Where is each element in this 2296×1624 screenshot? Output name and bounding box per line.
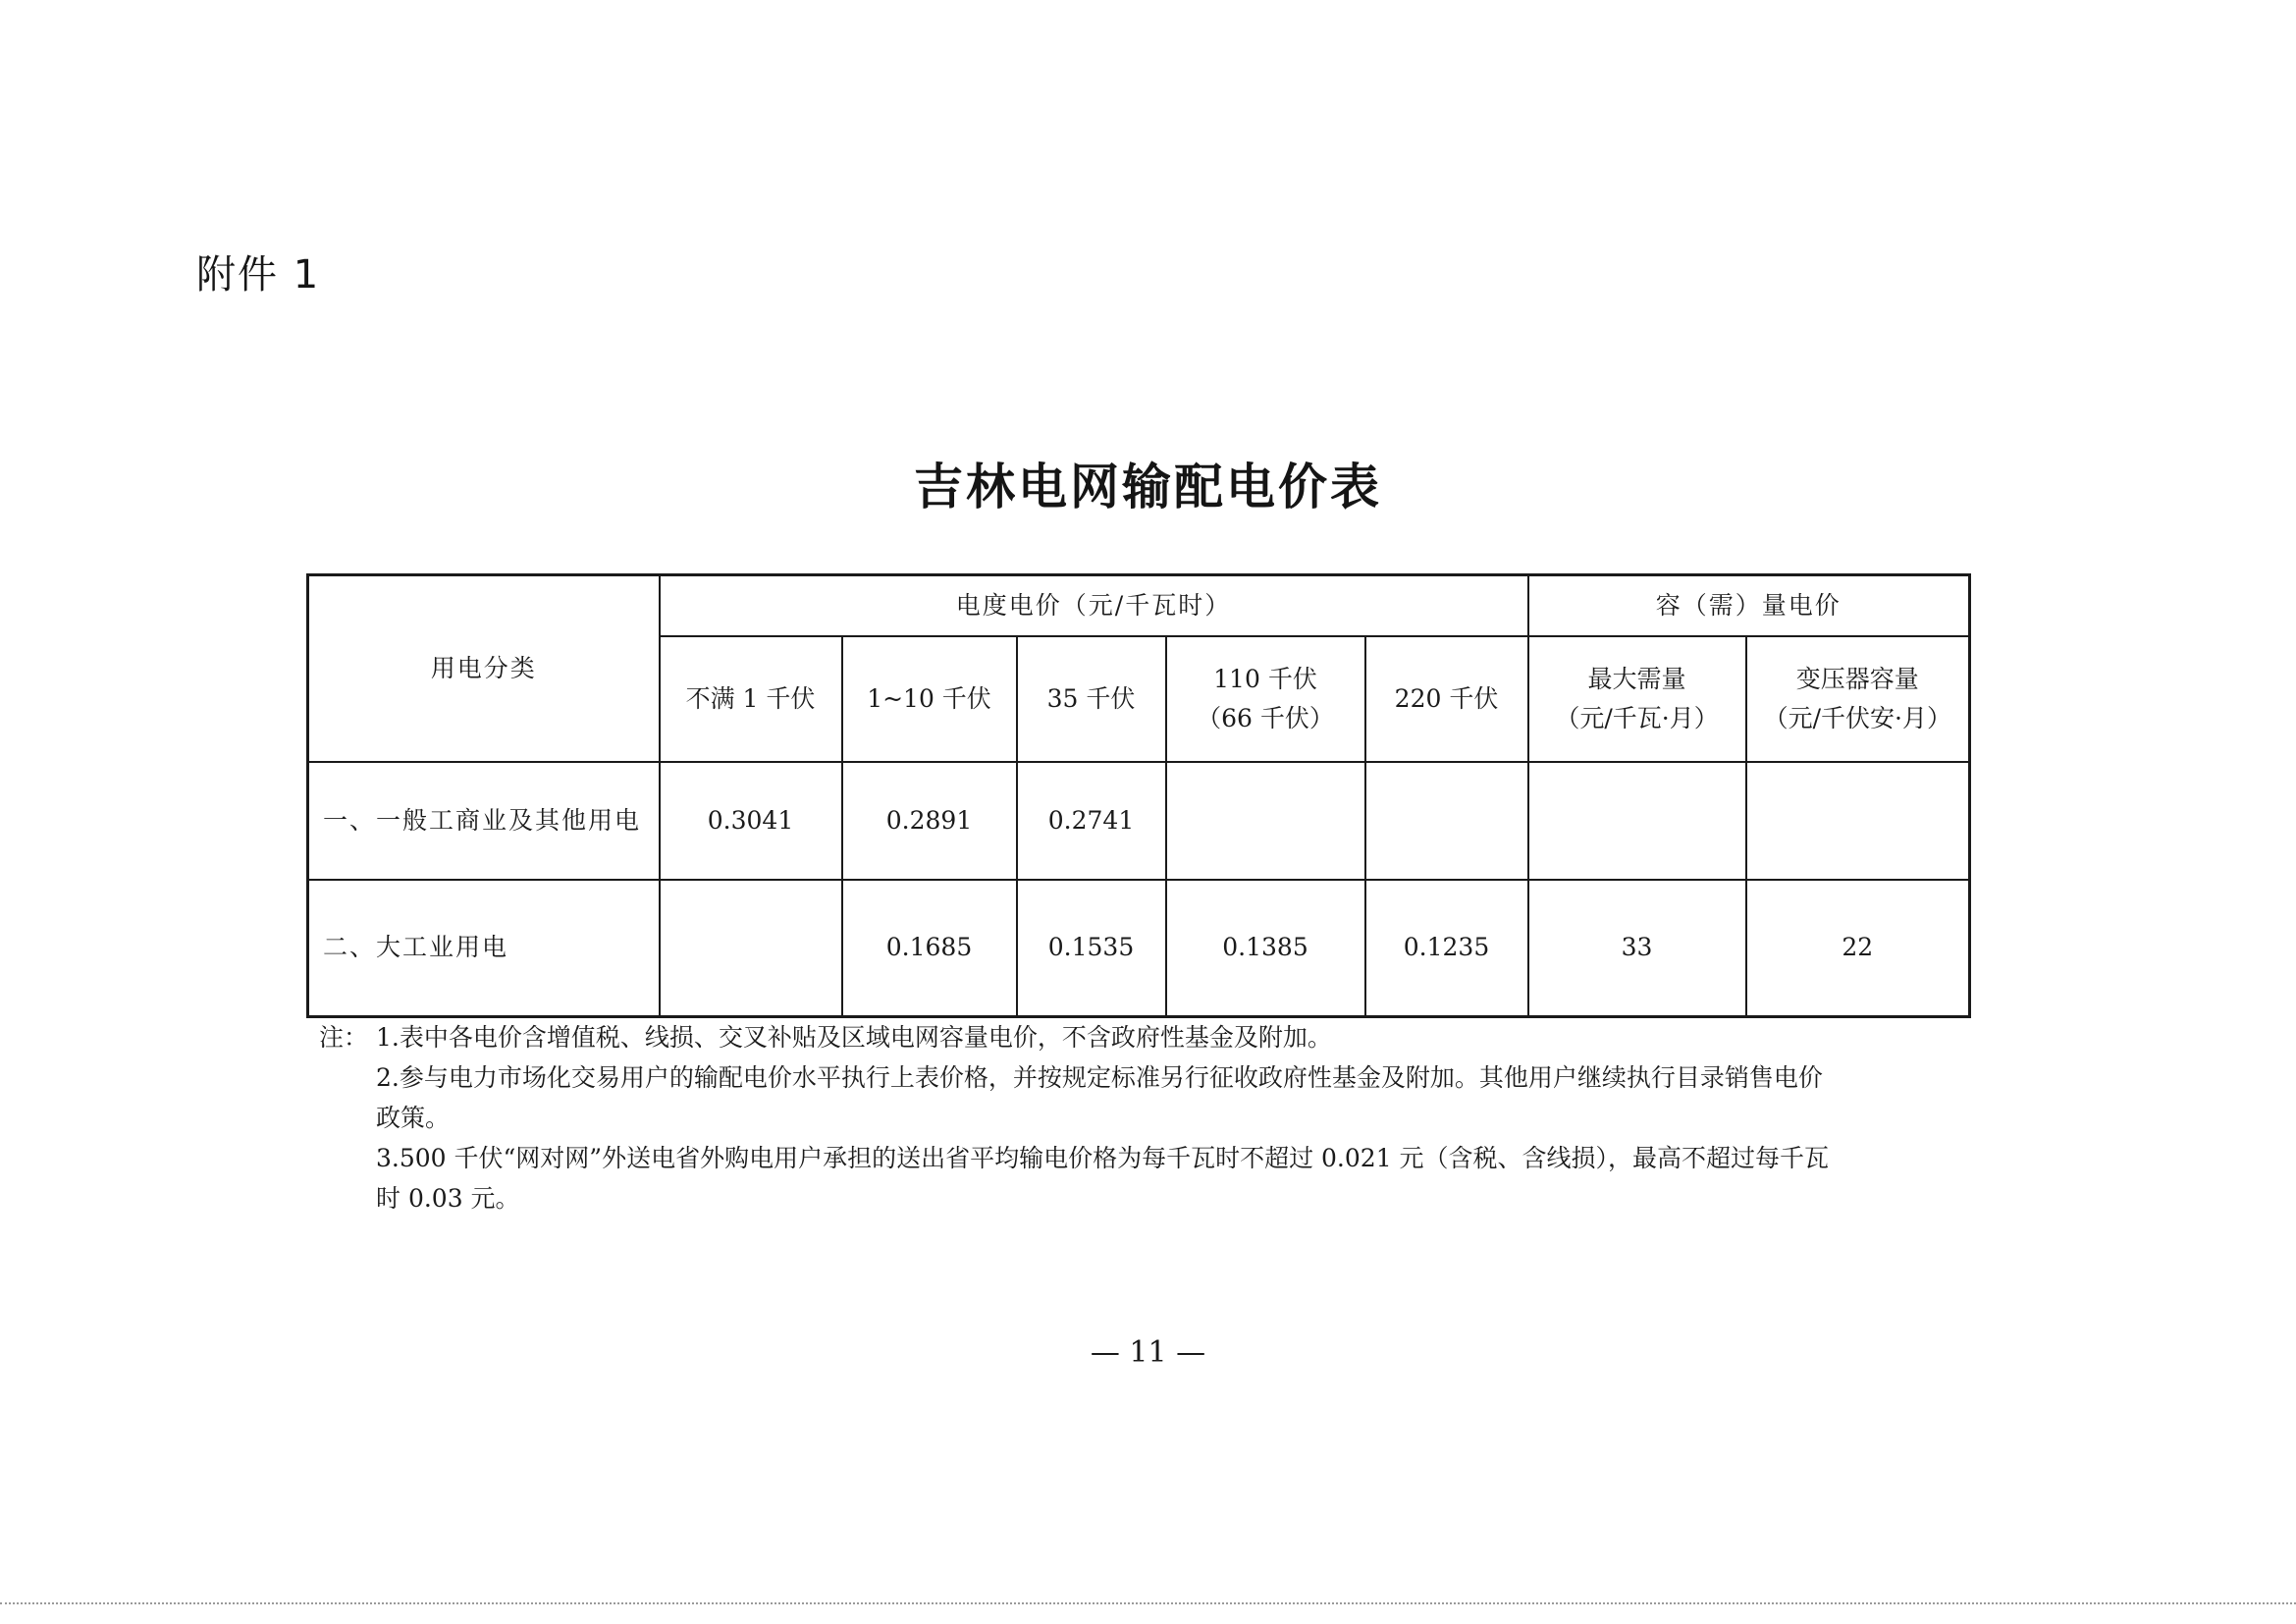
category-header — [308, 575, 660, 762]
col-header-1-10kv — [842, 636, 1017, 762]
col-header-transformer — [1746, 636, 1970, 762]
page-number: — 11 — — [1090, 1335, 1206, 1370]
col-header-lt1kv-text: 不满 1 千伏 — [685, 683, 816, 713]
cell-transformer — [1746, 762, 1970, 880]
col-header-110kv — [1166, 636, 1365, 762]
cell-35kv: 0.1535 — [1017, 880, 1166, 1017]
col-header-max-demand — [1528, 636, 1746, 762]
cell-35kv: 0.2741 — [1017, 762, 1166, 880]
cell-1-10kv: 0.1685 — [842, 880, 1017, 1017]
capacity-price-header — [1528, 575, 1970, 636]
col-header-transformer-line1: 变压器容量 — [1795, 664, 1919, 693]
row-category: 二、大工业用电 — [308, 880, 660, 1017]
notes-lead: 注： — [319, 1023, 369, 1052]
document-title: 吉林电网输配电价表 — [914, 459, 1382, 515]
row-category: 一、一般工商业及其他用电 — [308, 762, 660, 880]
cell-110kv: 0.1385 — [1166, 880, 1365, 1017]
scan-edge-divider — [0, 1602, 2296, 1604]
note-1 — [319, 1017, 1978, 1057]
attachment-label: 附件 1 — [196, 252, 321, 298]
note-3-line-1: 3.500 千伏“网对网”外送电省外购电用户承担的送出省平均输电价格为每千瓦时不超过 0.021 元（含税、含线损），最高不超过每千瓦 — [376, 1144, 1830, 1172]
col-header-transformer-line2: （元/千伏安·月） — [1763, 703, 1951, 732]
energy-price-header-text: 电度电价（元/千瓦时） — [955, 590, 1232, 620]
cell-220kv: 0.1235 — [1365, 880, 1528, 1017]
cell-lt1kv — [660, 880, 842, 1017]
notes-block — [319, 1017, 1978, 1218]
note-1-text: 1.表中各电价含增值税、线损、交叉补贴及区域电网容量电价，不含政府性基金及附加。 — [376, 1023, 1332, 1052]
table-row — [308, 880, 1970, 1017]
col-header-max-demand-line1: 最大需量 — [1587, 664, 1686, 693]
tariff-table — [306, 573, 1971, 1018]
note-3-line-2: 时 0.03 元。 — [376, 1184, 520, 1213]
col-header-1-10kv-text: 1~10 千伏 — [867, 683, 991, 713]
cell-transformer: 22 — [1746, 880, 1970, 1017]
cell-220kv — [1365, 762, 1528, 880]
col-header-110kv-line2: （66 千伏） — [1197, 703, 1334, 732]
cell-110kv — [1166, 762, 1365, 880]
cell-lt1kv: 0.3041 — [660, 762, 842, 880]
cell-1-10kv: 0.2891 — [842, 762, 1017, 880]
col-header-110kv-line1: 110 千伏 — [1213, 664, 1317, 693]
col-header-220kv-text: 220 千伏 — [1394, 683, 1499, 713]
col-header-lt1kv — [660, 636, 842, 762]
note-2-line-1: 2.参与电力市场化交易用户的输配电价水平执行上表价格，并按规定标准另行征收政府性基金及附加。其他用户继续执行目录销售电价 — [376, 1063, 1823, 1092]
cell-max-demand — [1528, 762, 1746, 880]
energy-price-header — [660, 575, 1528, 636]
category-header-text: 用电分类 — [430, 653, 537, 682]
capacity-price-header-text: 容（需）量电价 — [1655, 590, 1842, 620]
cell-max-demand: 33 — [1528, 880, 1746, 1017]
col-header-35kv-text: 35 千伏 — [1046, 683, 1136, 713]
header-row-1 — [308, 575, 1970, 636]
col-header-35kv — [1017, 636, 1166, 762]
col-header-max-demand-line2: （元/千瓦·月） — [1555, 703, 1719, 732]
col-header-220kv — [1365, 636, 1528, 762]
note-2-line-2: 政策。 — [376, 1104, 451, 1132]
table-row — [308, 762, 1970, 880]
